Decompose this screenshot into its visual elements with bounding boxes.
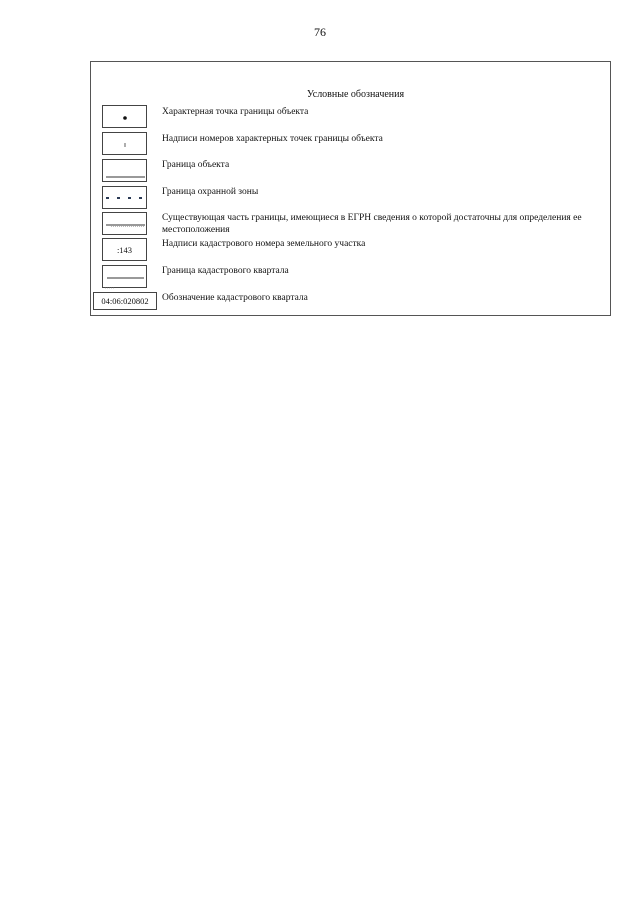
legend-frame xyxy=(90,61,611,316)
protection-zone-symbol xyxy=(102,186,147,209)
double-line-icon xyxy=(103,213,148,236)
point-number-label-symbol xyxy=(102,132,147,155)
legend-item-label: Надписи номеров характерных точек границы объекта xyxy=(162,134,383,144)
cadastral-number-symbol xyxy=(102,238,147,261)
small-number-icon xyxy=(103,133,148,156)
cadastral-block-number: 04:06:020802 xyxy=(101,296,149,306)
page-number: 76 xyxy=(314,25,326,39)
cadastral-block-designation-symbol xyxy=(93,292,157,310)
legend-item-label: Характерная точка границы объекта xyxy=(162,107,309,117)
legend-title: Условные обозначения xyxy=(306,89,405,100)
legend-item-label: Граница кадастрового квартала xyxy=(162,266,289,276)
characteristic-point-symbol xyxy=(102,105,147,128)
cadastral-block-boundary-symbol xyxy=(102,265,147,288)
legend-item-label: Граница охранной зоны xyxy=(162,187,259,197)
dashed-line-icon xyxy=(103,187,148,210)
legend-item-label: Существующая часть границы, имеющиеся в ЕГРН сведения о которой достаточны для определения ее местоположения xyxy=(162,213,582,235)
legend-item-label: Обозначение кадастрового квартала xyxy=(162,293,308,303)
cadastral-number-sample: :143 xyxy=(116,244,133,255)
existing-boundary-symbol xyxy=(102,212,147,235)
object-boundary-symbol xyxy=(102,159,147,182)
dot-icon xyxy=(103,106,148,129)
solid-line-icon xyxy=(103,160,148,183)
legend-item-label: Граница объекта xyxy=(162,160,230,170)
legend-item-label: Надписи кадастрового номера земельного участка xyxy=(162,239,366,249)
block-boundary-line-icon xyxy=(103,266,148,289)
